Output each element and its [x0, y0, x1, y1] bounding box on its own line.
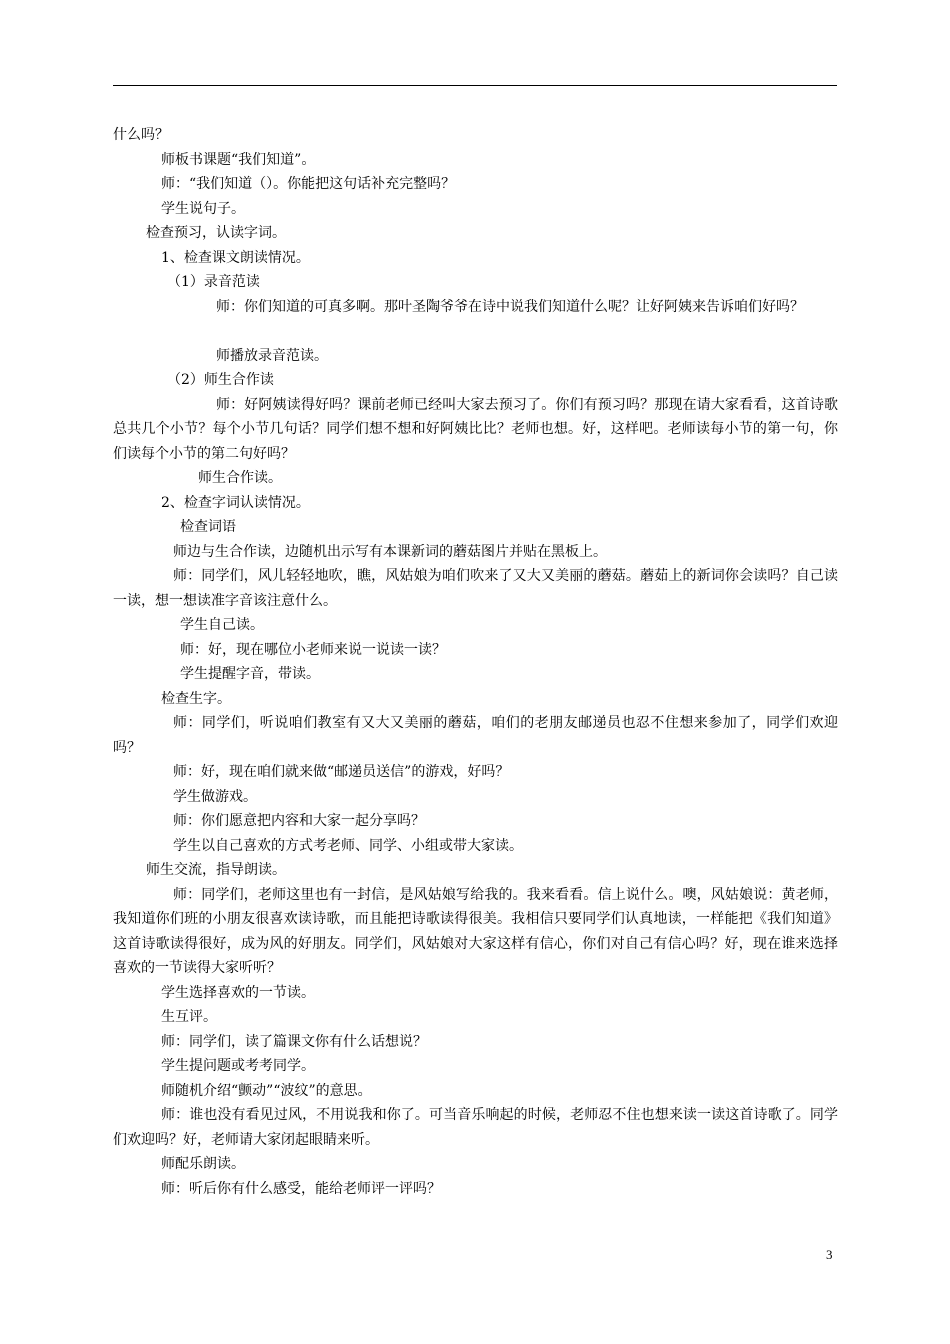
paragraph: 学生选择喜欢的一节读。 [161, 984, 315, 1001]
paragraph: 学生提醒字音，带读。 [180, 666, 320, 682]
section-heading: 师生交流，指导朗读。 [146, 862, 286, 878]
paragraph: 师：好，现在哪位小老师来说一说读一读？ [180, 641, 446, 658]
paragraph: 师：谁也没有看见过风，不用说我和你了。可当音乐响起的时候，老师忍不住也想来读一读这首诗歌了。同学们欢迎吗？好，老师请大家闭起眼睛来听。 [113, 1107, 838, 1148]
paragraph: 生互评。 [161, 1009, 217, 1025]
paragraph: 学生提问题或考考同学。 [161, 1058, 315, 1074]
subsection-heading: 检查词语 [180, 519, 236, 535]
paragraph: 师：好阿姨读得好吗？课前老师已经叫大家去预习了。你们有预习吗？那现在请大家看看，这首诗歌总共几个小节？每个小节几句话？同学们想不想和好阿姨比比？老师也想。好，这样吧。老师读每小节的第一句，你们读每个小节的第二句好吗？ [113, 396, 838, 462]
paragraph: 师：你们知道的可真多啊。那叶圣陶爷爷在诗中说我们知道什么呢？让好阿姨来告诉咱们好吗？ [216, 298, 804, 315]
paragraph: 师随机介绍“颤动”“波纹”的意思。 [161, 1082, 372, 1099]
subsection-heading: 1、检查课文朗读情况。 [161, 249, 310, 266]
subsection-heading: （2）师生合作读 [167, 372, 274, 388]
paragraph: 什么吗？ [113, 127, 169, 143]
document-body [113, 123, 838, 1201]
paragraph: 学生做游戏。 [173, 788, 257, 805]
subsection-heading: 2、检查字词认读情况。 [161, 494, 310, 511]
paragraph: 师播放录音范读。 [216, 347, 328, 364]
subsection-heading: 检查生字。 [161, 690, 231, 707]
paragraph: 师边与生合作读，边随机出示写有本课新词的蘑菇图片并贴在黑板上。 [173, 543, 607, 560]
paragraph: 师：你们愿意把内容和大家一起分享吗？ [173, 813, 425, 829]
header-rule [113, 85, 837, 86]
paragraph: 师：同学们，风儿轻轻地吹，瞧，风姑娘为咱们吹来了又大又美丽的蘑菇。蘑茹上的新词你会读吗？自己读一读，想一想读准字音该注意什么。 [113, 568, 838, 609]
paragraph: 师：好，现在咱们就来做“邮递员送信”的游戏，好吗？ [173, 764, 510, 780]
paragraph: 师：同学们，读了篇课文你有什么话想说？ [161, 1033, 427, 1050]
paragraph: 师：听后你有什么感受，能给老师评一评吗？ [161, 1180, 441, 1197]
page-number: 3 [826, 1247, 833, 1262]
paragraph: 学生以自己喜欢的方式考老师、同学、小组或带大家读。 [173, 837, 523, 854]
section-heading: 检查预习，认读字词。 [146, 225, 286, 241]
paragraph: 师板书课题“我们知道”。 [161, 151, 316, 168]
subsection-heading: （1）录音范读 [167, 274, 260, 290]
paragraph: 学生说句子。 [161, 200, 245, 217]
paragraph: 师生合作读。 [198, 470, 282, 486]
paragraph: 学生自己读。 [180, 617, 264, 633]
paragraph: 师：“我们知道（）。你能把这句话补充完整吗？ [161, 176, 456, 192]
paragraph: 师：同学们，老师这里也有一封信，是风姑娘写给我的。我来看看。信上说什么。噢，风姑娘说：黄老师，我知道你们班的小朋友很喜欢读诗歌，而且能把诗歌读得很美。我相信只要同学们认真地读，一样能把《我们知道》这首诗歌读得很好，成为风的好朋友。同学们，风姑娘对大家这样有信心，你们对自己有信心吗？好，现在谁来选择喜欢的一节读得大家听听？ [113, 886, 838, 976]
paragraph: 师：同学们，听说咱们教室有又大又美丽的蘑菇，咱们的老朋友邮递员也忍不住想来参加了，同学们欢迎吗？ [113, 715, 838, 756]
paragraph: 师配乐朗读。 [161, 1156, 245, 1172]
